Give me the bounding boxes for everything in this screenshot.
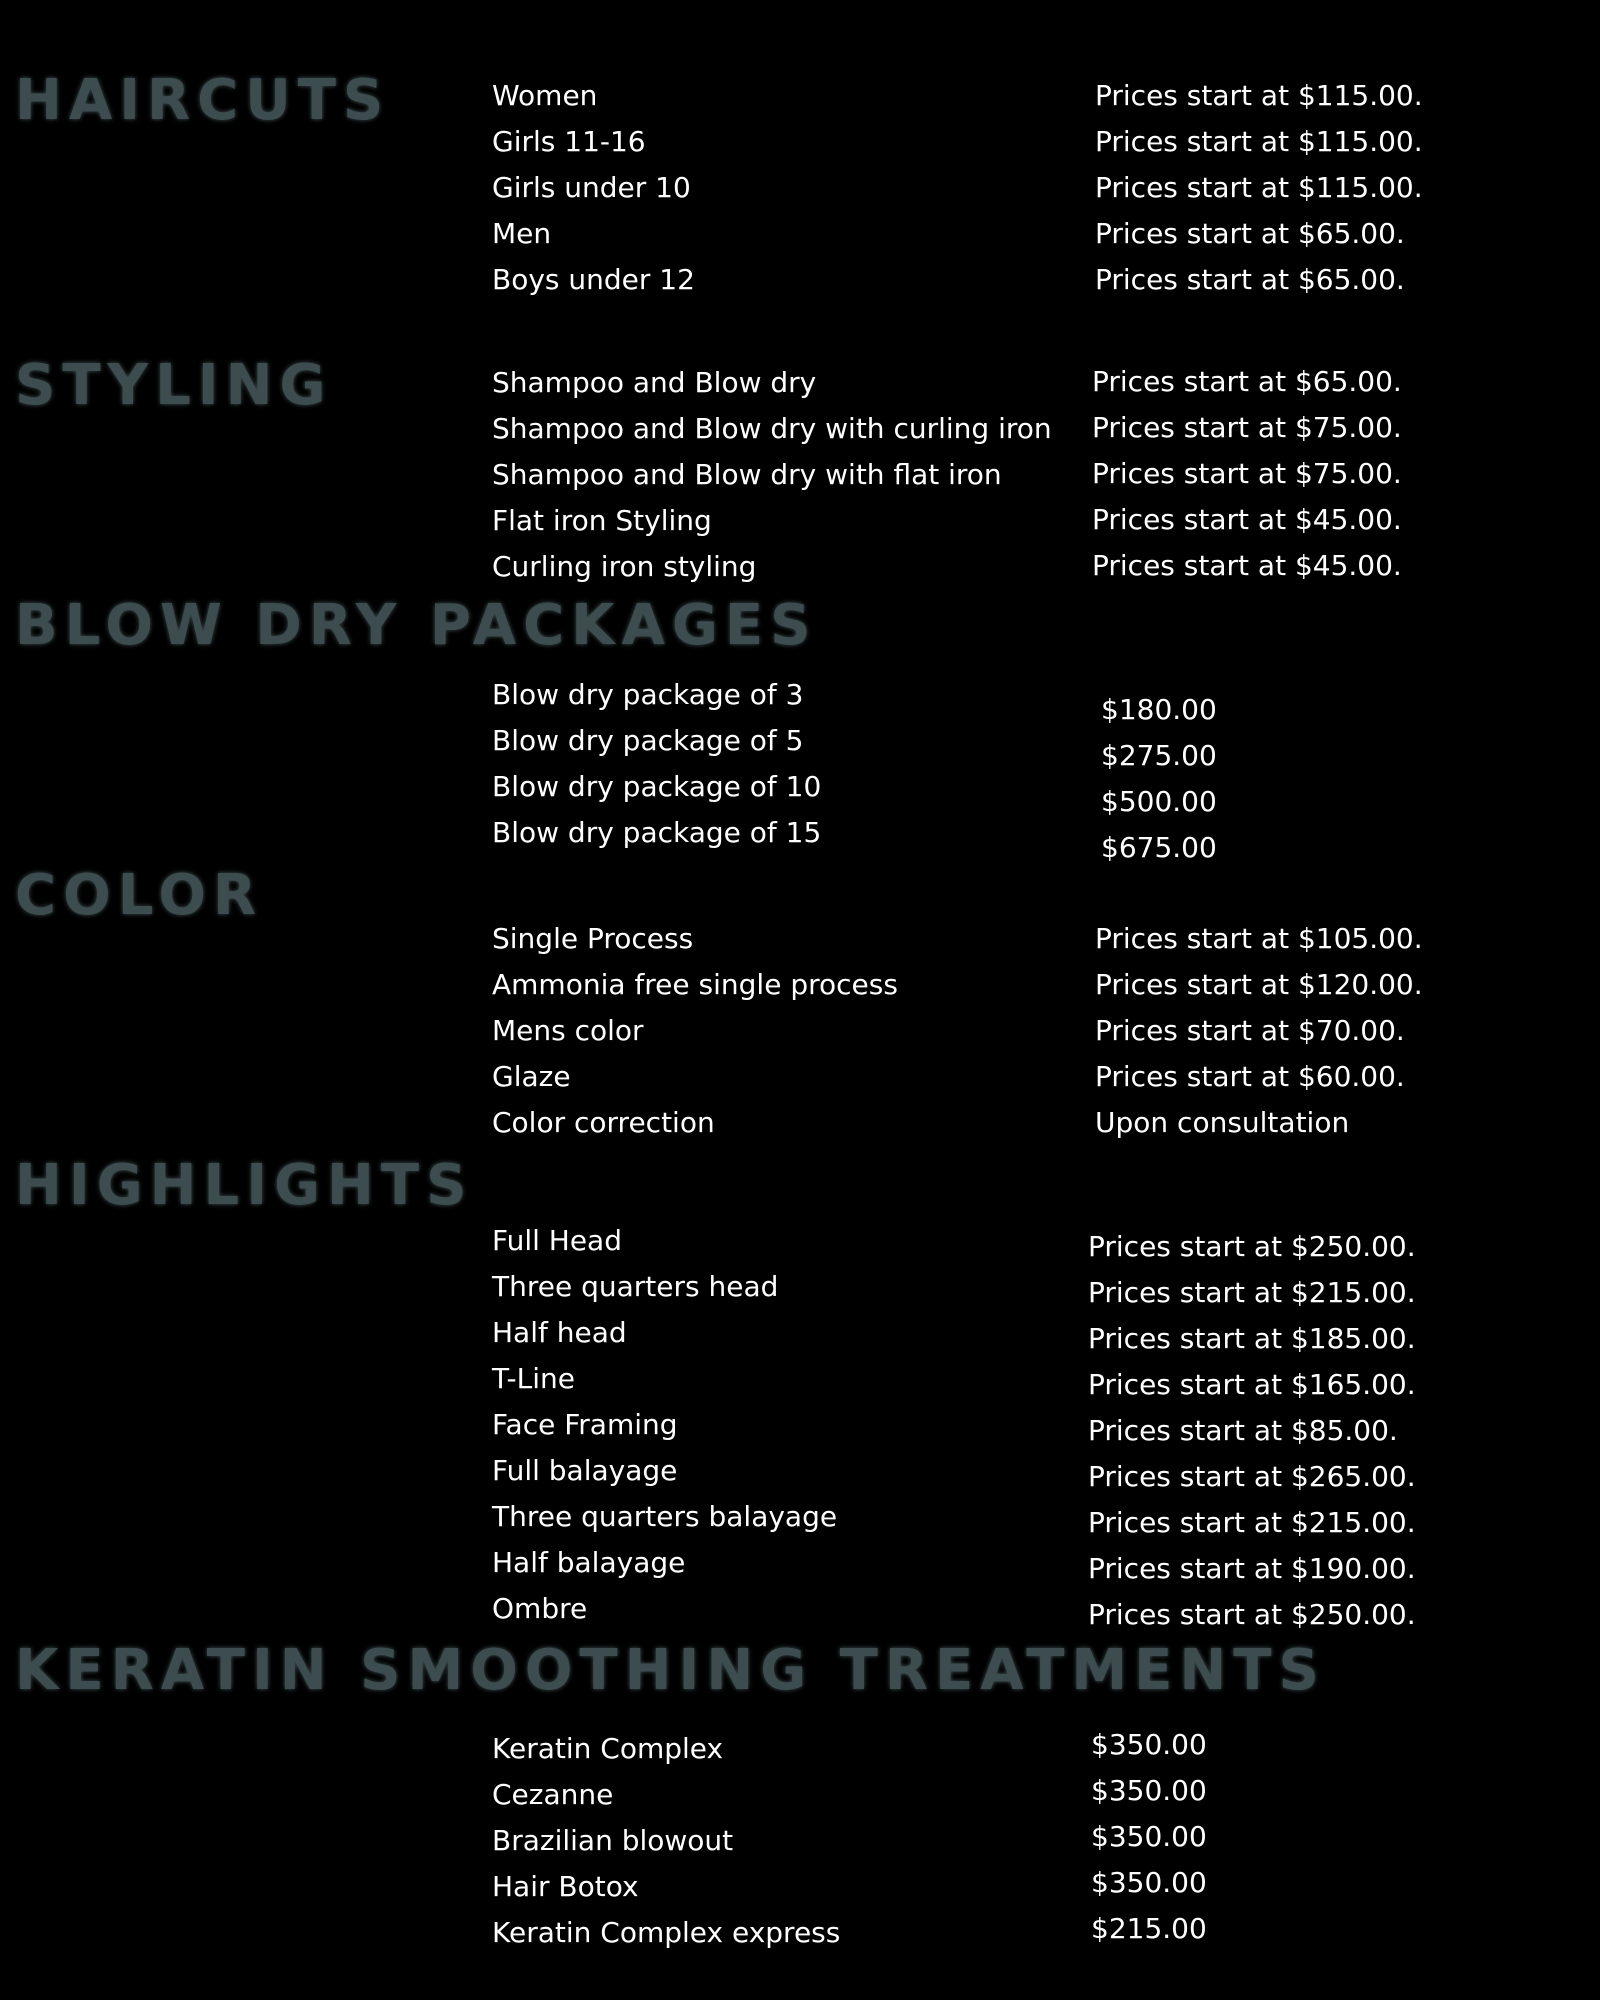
service-price: $350.00 (1091, 1774, 1207, 1807)
service-name: Face Framing (492, 1408, 678, 1441)
service-price: Prices start at $75.00. (1092, 411, 1402, 444)
service-price: $500.00 (1101, 785, 1217, 818)
service-price: Upon consultation (1095, 1106, 1350, 1139)
service-name: Ombre (492, 1592, 588, 1625)
service-name: Half head (492, 1316, 627, 1349)
service-price: Prices start at $60.00. (1095, 1060, 1405, 1093)
service-name: Keratin Complex express (492, 1916, 841, 1949)
service-price: Prices start at $65.00. (1095, 217, 1405, 250)
service-name: Full Head (492, 1224, 622, 1257)
service-name: Girls under 10 (492, 171, 691, 204)
service-name: Single Process (492, 922, 694, 955)
service-price: Prices start at $45.00. (1092, 503, 1402, 536)
service-name: Ammonia free single process (492, 968, 898, 1001)
service-price: Prices start at $115.00. (1095, 125, 1423, 158)
service-name: Glaze (492, 1060, 571, 1093)
service-name: Women (492, 79, 598, 112)
service-name: Brazilian blowout (492, 1824, 734, 1857)
service-name: Girls 11-16 (492, 125, 646, 158)
section-heading: BLOW DRY PACKAGES (15, 593, 818, 658)
service-name: Blow dry package of 10 (492, 770, 822, 803)
service-price: Prices start at $265.00. (1088, 1460, 1416, 1493)
service-name: Three quarters balayage (492, 1500, 838, 1533)
service-price: Prices start at $165.00. (1088, 1368, 1416, 1401)
service-price: $350.00 (1091, 1728, 1207, 1761)
service-price: Prices start at $105.00. (1095, 922, 1423, 955)
service-name: Blow dry package of 5 (492, 724, 804, 757)
service-name: Keratin Complex (492, 1732, 724, 1765)
section-heading: KERATIN SMOOTHING TREATMENTS (15, 1638, 1326, 1703)
service-price: Prices start at $65.00. (1092, 365, 1402, 398)
service-name: Cezanne (492, 1778, 614, 1811)
service-price: $350.00 (1091, 1820, 1207, 1853)
service-name: T-Line (492, 1362, 575, 1395)
service-price: Prices start at $185.00. (1088, 1322, 1416, 1355)
section-heading: HAIRCUTS (15, 68, 391, 133)
service-name: Shampoo and Blow dry with flat iron (492, 458, 1002, 491)
service-name: Shampoo and Blow dry (492, 366, 817, 399)
service-name: Hair Botox (492, 1870, 639, 1903)
service-name: Blow dry package of 3 (492, 678, 804, 711)
service-price: Prices start at $250.00. (1088, 1230, 1416, 1263)
service-price: Prices start at $65.00. (1095, 263, 1405, 296)
service-price: Prices start at $45.00. (1092, 549, 1402, 582)
service-name: Boys under 12 (492, 263, 695, 296)
service-price: $275.00 (1101, 739, 1217, 772)
service-name: Mens color (492, 1014, 644, 1047)
service-price: Prices start at $85.00. (1088, 1414, 1398, 1447)
service-price: $215.00 (1091, 1912, 1207, 1945)
service-name: Blow dry package of 15 (492, 816, 822, 849)
service-price: Prices start at $70.00. (1095, 1014, 1405, 1047)
service-name: Three quarters head (492, 1270, 779, 1303)
service-name: Color correction (492, 1106, 715, 1139)
service-price: $675.00 (1101, 831, 1217, 864)
service-name: Flat iron Styling (492, 504, 712, 537)
service-price: Prices start at $215.00. (1088, 1506, 1416, 1539)
section-heading: STYLING (15, 353, 333, 418)
service-price: Prices start at $250.00. (1088, 1598, 1416, 1631)
service-price: Prices start at $120.00. (1095, 968, 1423, 1001)
service-price: Prices start at $215.00. (1088, 1276, 1416, 1309)
service-name: Men (492, 217, 552, 250)
service-name: Full balayage (492, 1454, 678, 1487)
service-price: Prices start at $115.00. (1095, 171, 1423, 204)
section-heading: COLOR (15, 863, 264, 928)
service-price: Prices start at $75.00. (1092, 457, 1402, 490)
service-price: Prices start at $115.00. (1095, 79, 1423, 112)
service-name: Shampoo and Blow dry with curling iron (492, 412, 1052, 445)
service-name: Half balayage (492, 1546, 686, 1579)
service-price: $350.00 (1091, 1866, 1207, 1899)
service-price: $180.00 (1101, 693, 1217, 726)
section-heading: HIGHLIGHTS (15, 1153, 474, 1218)
service-name: Curling iron styling (492, 550, 757, 583)
service-price: Prices start at $190.00. (1088, 1552, 1416, 1585)
